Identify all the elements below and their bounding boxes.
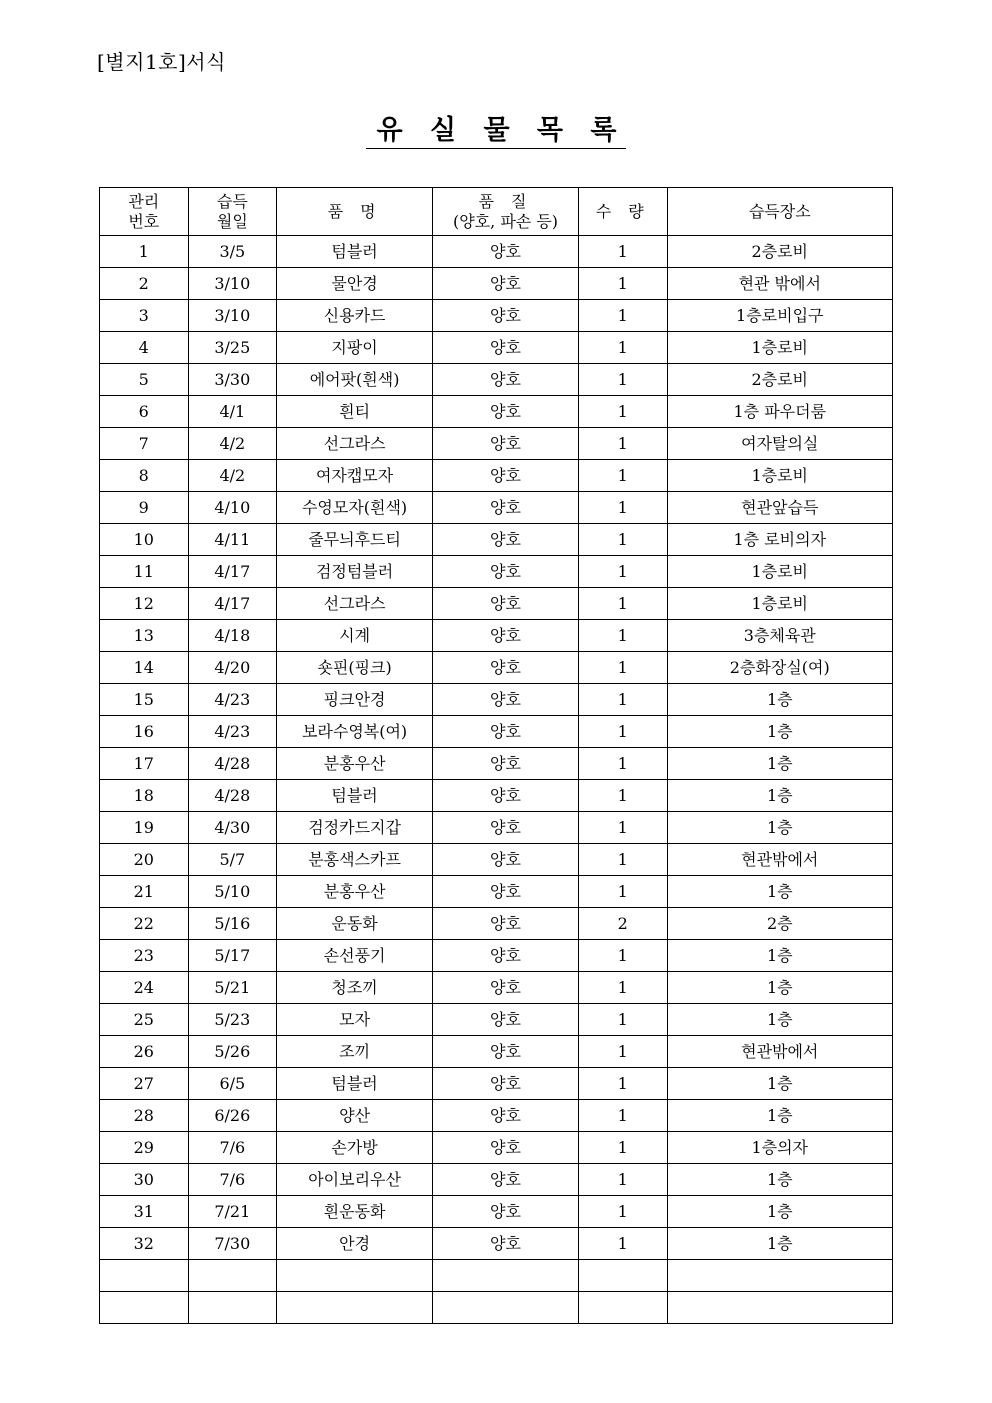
- table-row: [100, 364, 893, 396]
- cell-management-number: 26: [100, 1036, 189, 1068]
- cell-item-name: 모자: [277, 1004, 433, 1036]
- header-item-name: [277, 188, 433, 236]
- cell-found-date: 7/6: [188, 1164, 277, 1196]
- header-line: 관리: [128, 191, 160, 211]
- cell-quantity: [578, 1260, 667, 1292]
- cell-management-number: 29: [100, 1132, 189, 1164]
- cell-found-date: 4/30: [188, 812, 277, 844]
- cell-item-name: 선그라스: [277, 588, 433, 620]
- cell-found-location: 여자탈의실: [667, 428, 892, 460]
- cell-condition: 양호: [433, 460, 579, 492]
- table-row: [100, 748, 893, 780]
- cell-quantity: 1: [578, 972, 667, 1004]
- cell-condition: 양호: [433, 588, 579, 620]
- cell-quantity: 2: [578, 908, 667, 940]
- cell-found-date: 3/10: [188, 268, 277, 300]
- cell-found-location: 1층: [667, 812, 892, 844]
- cell-quantity: 1: [578, 492, 667, 524]
- cell-condition: 양호: [433, 1004, 579, 1036]
- cell-quantity: 1: [578, 588, 667, 620]
- cell-item-name: [277, 1292, 433, 1324]
- header-line: 품 명: [327, 201, 382, 221]
- cell-found-location: 1층: [667, 1004, 892, 1036]
- cell-quantity: 1: [578, 652, 667, 684]
- lost-items-table: [99, 187, 893, 1324]
- cell-found-date: 5/16: [188, 908, 277, 940]
- cell-item-name: 보라수영복(여): [277, 716, 433, 748]
- cell-condition: 양호: [433, 396, 579, 428]
- cell-found-date: 5/26: [188, 1036, 277, 1068]
- cell-item-name: 여자캡모자: [277, 460, 433, 492]
- table-row: [100, 1068, 893, 1100]
- cell-condition: 양호: [433, 812, 579, 844]
- cell-found-date: 5/23: [188, 1004, 277, 1036]
- cell-quantity: 1: [578, 1164, 667, 1196]
- cell-item-name: 조끼: [277, 1036, 433, 1068]
- cell-management-number: 31: [100, 1196, 189, 1228]
- cell-found-date: 7/30: [188, 1228, 277, 1260]
- cell-management-number: 18: [100, 780, 189, 812]
- header-line: 번호: [128, 211, 160, 231]
- cell-condition: 양호: [433, 556, 579, 588]
- cell-found-location: 2층로비: [667, 236, 892, 268]
- header-found-date: [188, 188, 277, 236]
- cell-condition: 양호: [433, 780, 579, 812]
- header-row: [100, 188, 893, 236]
- cell-item-name: 텀블러: [277, 236, 433, 268]
- cell-management-number: 11: [100, 556, 189, 588]
- header-found-location: [667, 188, 892, 236]
- cell-item-name: 줄무늬후드티: [277, 524, 433, 556]
- cell-item-name: 지팡이: [277, 332, 433, 364]
- cell-item-name: 흰운동화: [277, 1196, 433, 1228]
- cell-management-number: 22: [100, 908, 189, 940]
- cell-quantity: 1: [578, 780, 667, 812]
- cell-found-location: 2층: [667, 908, 892, 940]
- cell-condition: 양호: [433, 1068, 579, 1100]
- cell-condition: 양호: [433, 876, 579, 908]
- cell-quantity: 1: [578, 1132, 667, 1164]
- cell-item-name: 운동화: [277, 908, 433, 940]
- cell-management-number: 14: [100, 652, 189, 684]
- cell-management-number: [100, 1292, 189, 1324]
- cell-management-number: 7: [100, 428, 189, 460]
- cell-item-name: 핑크안경: [277, 684, 433, 716]
- cell-found-location: 1층로비: [667, 332, 892, 364]
- header-line: 월일: [216, 211, 248, 231]
- cell-condition: [433, 1292, 579, 1324]
- table-header: [100, 188, 893, 236]
- document-title: 유 실 물 목 록: [366, 115, 625, 149]
- cell-found-date: 4/23: [188, 716, 277, 748]
- cell-found-date: [188, 1260, 277, 1292]
- cell-found-date: 5/10: [188, 876, 277, 908]
- cell-management-number: 2: [100, 268, 189, 300]
- cell-found-location: 1층: [667, 972, 892, 1004]
- cell-management-number: 32: [100, 1228, 189, 1260]
- cell-found-location: 현관앞습득: [667, 492, 892, 524]
- header-line: 품 질: [478, 191, 533, 211]
- cell-management-number: 9: [100, 492, 189, 524]
- cell-found-location: 3층체육관: [667, 620, 892, 652]
- table-row: [100, 1132, 893, 1164]
- cell-found-date: 6/26: [188, 1100, 277, 1132]
- table-row: [100, 940, 893, 972]
- cell-found-date: 6/5: [188, 1068, 277, 1100]
- cell-condition: 양호: [433, 300, 579, 332]
- cell-found-date: [188, 1292, 277, 1324]
- table-row: [100, 1292, 893, 1324]
- cell-found-location: 1층: [667, 1100, 892, 1132]
- cell-found-location: 1층의자: [667, 1132, 892, 1164]
- table-row: [100, 1228, 893, 1260]
- table-row: [100, 492, 893, 524]
- cell-item-name: 텀블러: [277, 780, 433, 812]
- cell-quantity: 1: [578, 876, 667, 908]
- cell-found-date: 4/28: [188, 748, 277, 780]
- cell-condition: 양호: [433, 524, 579, 556]
- cell-found-date: 4/2: [188, 428, 277, 460]
- cell-quantity: 1: [578, 460, 667, 492]
- table-row: [100, 1196, 893, 1228]
- cell-item-name: [277, 1260, 433, 1292]
- cell-found-location: 현관 밖에서: [667, 268, 892, 300]
- cell-found-location: 현관밖에서: [667, 844, 892, 876]
- cell-management-number: 19: [100, 812, 189, 844]
- cell-management-number: 27: [100, 1068, 189, 1100]
- cell-condition: 양호: [433, 1132, 579, 1164]
- header-condition: [433, 188, 579, 236]
- cell-management-number: 13: [100, 620, 189, 652]
- cell-management-number: 20: [100, 844, 189, 876]
- header-line: 습득: [216, 191, 248, 211]
- cell-management-number: 12: [100, 588, 189, 620]
- cell-condition: 양호: [433, 844, 579, 876]
- cell-condition: 양호: [433, 652, 579, 684]
- cell-management-number: 10: [100, 524, 189, 556]
- table-row: [100, 844, 893, 876]
- cell-quantity: 1: [578, 620, 667, 652]
- cell-condition: 양호: [433, 428, 579, 460]
- cell-management-number: [100, 1260, 189, 1292]
- cell-found-date: 4/17: [188, 556, 277, 588]
- cell-quantity: 1: [578, 844, 667, 876]
- header-management-number: [100, 188, 189, 236]
- cell-found-location: 1층: [667, 748, 892, 780]
- table-row: [100, 1260, 893, 1292]
- table-body: [100, 236, 893, 1324]
- cell-quantity: 1: [578, 716, 667, 748]
- cell-condition: 양호: [433, 1100, 579, 1132]
- cell-quantity: 1: [578, 1004, 667, 1036]
- cell-condition: 양호: [433, 748, 579, 780]
- table-row: [100, 524, 893, 556]
- cell-quantity: 1: [578, 236, 667, 268]
- cell-found-date: 3/10: [188, 300, 277, 332]
- cell-found-date: 4/11: [188, 524, 277, 556]
- cell-item-name: 물안경: [277, 268, 433, 300]
- cell-management-number: 8: [100, 460, 189, 492]
- table-row: [100, 556, 893, 588]
- cell-found-location: 현관밖에서: [667, 1036, 892, 1068]
- cell-quantity: 1: [578, 1068, 667, 1100]
- cell-management-number: 15: [100, 684, 189, 716]
- cell-item-name: 검정카드지갑: [277, 812, 433, 844]
- cell-found-date: 4/2: [188, 460, 277, 492]
- cell-found-date: 5/21: [188, 972, 277, 1004]
- cell-quantity: 1: [578, 1100, 667, 1132]
- cell-found-date: 3/25: [188, 332, 277, 364]
- cell-found-location: 1층: [667, 1196, 892, 1228]
- cell-item-name: 손선풍기: [277, 940, 433, 972]
- cell-quantity: 1: [578, 428, 667, 460]
- cell-management-number: 1: [100, 236, 189, 268]
- cell-condition: 양호: [433, 236, 579, 268]
- cell-found-date: 7/6: [188, 1132, 277, 1164]
- cell-item-name: 신용카드: [277, 300, 433, 332]
- cell-condition: 양호: [433, 268, 579, 300]
- form-label: [별지1호]서식: [97, 50, 226, 74]
- cell-item-name: 분홍우산: [277, 748, 433, 780]
- cell-found-location: 1층: [667, 1228, 892, 1260]
- cell-item-name: 손가방: [277, 1132, 433, 1164]
- table-row: [100, 1164, 893, 1196]
- table-row: [100, 588, 893, 620]
- cell-condition: [433, 1260, 579, 1292]
- cell-condition: 양호: [433, 492, 579, 524]
- table-row: [100, 332, 893, 364]
- cell-management-number: 25: [100, 1004, 189, 1036]
- cell-found-location: 1층로비: [667, 460, 892, 492]
- table-row: [100, 236, 893, 268]
- cell-found-location: 1층 파우더룸: [667, 396, 892, 428]
- table-row: [100, 812, 893, 844]
- cell-item-name: 양산: [277, 1100, 433, 1132]
- cell-quantity: 1: [578, 812, 667, 844]
- cell-condition: 양호: [433, 1036, 579, 1068]
- document-title-wrap: [0, 108, 992, 147]
- cell-found-location: 1층: [667, 780, 892, 812]
- cell-found-date: 7/21: [188, 1196, 277, 1228]
- cell-found-date: 4/20: [188, 652, 277, 684]
- cell-condition: 양호: [433, 684, 579, 716]
- cell-found-date: 5/7: [188, 844, 277, 876]
- cell-found-location: 1층: [667, 940, 892, 972]
- cell-quantity: 1: [578, 332, 667, 364]
- cell-found-location: 1층: [667, 876, 892, 908]
- cell-item-name: 흰티: [277, 396, 433, 428]
- table-row: [100, 460, 893, 492]
- cell-condition: 양호: [433, 364, 579, 396]
- cell-condition: 양호: [433, 620, 579, 652]
- table-row: [100, 876, 893, 908]
- cell-item-name: 아이보리우산: [277, 1164, 433, 1196]
- cell-quantity: 1: [578, 748, 667, 780]
- header-line: 수 량: [595, 201, 650, 221]
- cell-found-date: 4/23: [188, 684, 277, 716]
- cell-management-number: 28: [100, 1100, 189, 1132]
- cell-quantity: 1: [578, 1196, 667, 1228]
- cell-found-date: 4/10: [188, 492, 277, 524]
- cell-found-date: 3/5: [188, 236, 277, 268]
- cell-condition: 양호: [433, 1196, 579, 1228]
- cell-management-number: 21: [100, 876, 189, 908]
- cell-found-date: 3/30: [188, 364, 277, 396]
- cell-quantity: 1: [578, 396, 667, 428]
- table-row: [100, 300, 893, 332]
- cell-found-date: 4/18: [188, 620, 277, 652]
- table-row: [100, 972, 893, 1004]
- header-quantity: [578, 188, 667, 236]
- cell-condition: 양호: [433, 1164, 579, 1196]
- cell-quantity: 1: [578, 1036, 667, 1068]
- cell-management-number: 6: [100, 396, 189, 428]
- cell-quantity: 1: [578, 556, 667, 588]
- cell-quantity: 1: [578, 524, 667, 556]
- cell-condition: 양호: [433, 940, 579, 972]
- cell-management-number: 4: [100, 332, 189, 364]
- cell-quantity: 1: [578, 300, 667, 332]
- cell-found-date: 4/17: [188, 588, 277, 620]
- cell-item-name: 숏핀(핑크): [277, 652, 433, 684]
- header-line: (양호, 파손 등): [453, 211, 559, 231]
- cell-found-date: 4/1: [188, 396, 277, 428]
- cell-item-name: 수영모자(흰색): [277, 492, 433, 524]
- cell-found-location: 1층로비: [667, 588, 892, 620]
- cell-condition: 양호: [433, 908, 579, 940]
- cell-condition: 양호: [433, 716, 579, 748]
- cell-found-location: 1층: [667, 684, 892, 716]
- cell-found-location: 1층로비입구: [667, 300, 892, 332]
- cell-management-number: 5: [100, 364, 189, 396]
- header-line: 습득장소: [748, 201, 811, 221]
- table-row: [100, 652, 893, 684]
- cell-management-number: 3: [100, 300, 189, 332]
- cell-found-location: 1층: [667, 1068, 892, 1100]
- cell-condition: 양호: [433, 332, 579, 364]
- cell-found-location: 1층: [667, 1164, 892, 1196]
- cell-found-location: [667, 1292, 892, 1324]
- table-row: [100, 268, 893, 300]
- table-row: [100, 780, 893, 812]
- table-row: [100, 620, 893, 652]
- cell-item-name: 텀블러: [277, 1068, 433, 1100]
- table-row: [100, 1036, 893, 1068]
- cell-quantity: [578, 1292, 667, 1324]
- cell-management-number: 23: [100, 940, 189, 972]
- cell-item-name: 청조끼: [277, 972, 433, 1004]
- cell-item-name: 시계: [277, 620, 433, 652]
- cell-condition: 양호: [433, 1228, 579, 1260]
- table-row: [100, 428, 893, 460]
- table-row: [100, 684, 893, 716]
- cell-found-date: 5/17: [188, 940, 277, 972]
- cell-condition: 양호: [433, 972, 579, 1004]
- cell-management-number: 24: [100, 972, 189, 1004]
- table-row: [100, 1100, 893, 1132]
- cell-item-name: 안경: [277, 1228, 433, 1260]
- cell-management-number: 30: [100, 1164, 189, 1196]
- cell-found-location: 2층로비: [667, 364, 892, 396]
- cell-found-date: 4/28: [188, 780, 277, 812]
- table-row: [100, 908, 893, 940]
- cell-found-location: 1층 로비의자: [667, 524, 892, 556]
- cell-quantity: 1: [578, 364, 667, 396]
- cell-quantity: 1: [578, 268, 667, 300]
- cell-quantity: 1: [578, 1228, 667, 1260]
- cell-quantity: 1: [578, 940, 667, 972]
- cell-found-location: 1층로비: [667, 556, 892, 588]
- cell-management-number: 17: [100, 748, 189, 780]
- table-row: [100, 716, 893, 748]
- cell-item-name: 에어팟(흰색): [277, 364, 433, 396]
- table-row: [100, 396, 893, 428]
- cell-item-name: 검정텀블러: [277, 556, 433, 588]
- cell-found-location: 1층: [667, 716, 892, 748]
- cell-found-location: 2층화장실(여): [667, 652, 892, 684]
- cell-item-name: 분홍우산: [277, 876, 433, 908]
- table-row: [100, 1004, 893, 1036]
- cell-management-number: 16: [100, 716, 189, 748]
- cell-quantity: 1: [578, 684, 667, 716]
- cell-item-name: 분홍색스카프: [277, 844, 433, 876]
- cell-item-name: 선그라스: [277, 428, 433, 460]
- cell-found-location: [667, 1260, 892, 1292]
